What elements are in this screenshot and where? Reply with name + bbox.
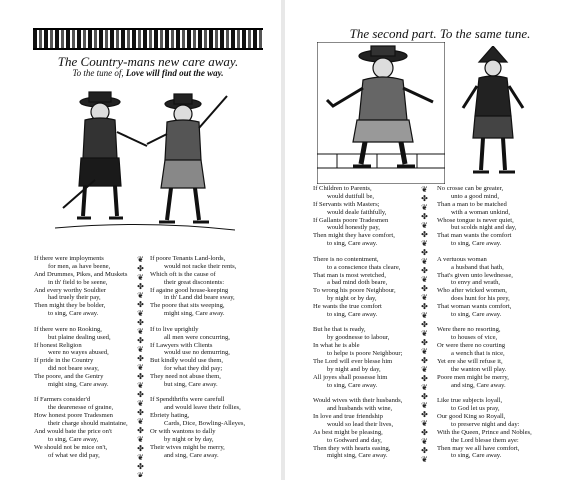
verse-line: To wrong his poore Neighbour, — [313, 287, 396, 295]
verse-line: and sing, Care away. — [451, 381, 506, 389]
verse-line: They need not abuse them, — [150, 373, 221, 381]
left-column-1 — [34, 255, 129, 467]
verse-line: If Servants with Masters; — [313, 200, 380, 208]
verse-line: a bad mind doth beare, — [327, 279, 388, 287]
left-column-2 — [150, 255, 262, 467]
verse-line: to a conscience thats cleare, — [327, 263, 401, 271]
verse-line: but plaine dealing used, — [48, 333, 111, 341]
verse-line: Then might they be bolder, — [34, 302, 106, 310]
stanza — [34, 326, 129, 389]
verse-line: Cards, Dice, Bowling-Alleyes, — [164, 420, 246, 428]
verse-line: If honest Religion — [34, 341, 82, 349]
verse-line: to sing, Care away. — [327, 381, 378, 389]
verse-line: the wanton will play. — [451, 365, 507, 373]
verse-line: but sing, Care away. — [164, 380, 218, 388]
verse-line: by night or by day, — [327, 295, 377, 303]
verse-line: and sing, Care away. — [164, 451, 219, 459]
stanza — [313, 326, 411, 389]
ornament-column: ❦ ✤ ❦ ✤ ❦ ✤ ❦ ✤ ❦ ✤ ❦ ✤ ❦ ✤ ❦ ✤ ❦ ✤ ❦ ✤ ❦ ✤ ❦ ✤ ❦ ✤ ❦ ✤ ❦ ✤ ❦ — [421, 185, 428, 464]
verse-line: to sing, Care away. — [327, 310, 378, 318]
verse-line: in th' Land did beare sway, — [164, 294, 235, 302]
verse-line: That's given unto lewdnesse, — [437, 271, 513, 279]
verse-line: of what we did pay, — [48, 451, 100, 459]
verse-line: by goodnesse to labour, — [327, 334, 390, 342]
verse-line: for men, as have beene, — [48, 262, 111, 270]
verse-line: would deale faithfully, — [327, 208, 387, 216]
verse-line: If againe good house-keeping — [150, 286, 229, 294]
verse-line: Whose tongue is never quiet, — [437, 216, 514, 224]
stanza — [34, 255, 129, 318]
verse-line: for what they did pay; — [164, 365, 223, 373]
verse-line: With the Queen, Prince and Nobles, — [437, 428, 532, 436]
verse-line: And would bate the price on't — [34, 428, 112, 435]
second-part-title: The second part. To the same tune. — [349, 26, 531, 41]
verse-line: to helpe is poore Neighbour; — [327, 350, 403, 358]
verse-line: might sing, Care away. — [164, 310, 225, 318]
verse-line: in th' field to be seene, — [48, 278, 108, 286]
stanza — [313, 185, 411, 248]
verse-line: And Drummes, Pikes, and Muskets — [34, 270, 128, 278]
verse-line: to houses of vice, — [451, 334, 498, 342]
verse-line: The Lord will ever blesse him — [313, 358, 393, 365]
verse-line: That man is most wretched, — [313, 271, 387, 279]
verse-line: If pride in the Country — [34, 357, 94, 365]
verse-line: The poore, and the Gentry — [34, 373, 104, 381]
verse-line: to Godward and day, — [327, 436, 382, 444]
verse-line: would so lead their lives, — [327, 420, 394, 428]
verse-line: If poore Tenants Land-lords, — [150, 255, 226, 262]
verse-line: How honest poore Tradesmen — [34, 412, 113, 420]
verse-line: If to live uprightly — [150, 325, 199, 333]
verse-line: to envy and wrath, — [451, 279, 501, 287]
verse-line: There is no contentment, — [313, 255, 379, 263]
right-column-1 — [313, 185, 411, 468]
verse-line: That man wants the comfort — [437, 232, 512, 240]
verse-line: A vertuous woman — [437, 255, 487, 263]
verse-line: If Farmers consider'd — [34, 396, 91, 404]
verse-line: All joyes shall possesse him — [313, 373, 388, 381]
verse-line: But kindly would use them, — [150, 357, 224, 365]
verse-line: would dutifull be, — [327, 192, 375, 200]
verse-line: Then might they have comfort, — [313, 232, 395, 240]
stanza — [150, 326, 262, 389]
verse-line: Were there no resorting, — [437, 326, 501, 334]
verse-line: Which oft is the cause of — [150, 270, 216, 278]
stanza — [437, 326, 547, 389]
verse-line: a wench that is nice, — [451, 350, 505, 358]
verse-line: would honestly pay, — [327, 224, 380, 232]
verse-line: with a woman unkind, — [451, 208, 510, 216]
verse-line: to God let us pray, — [451, 405, 500, 413]
verse-line: Poore men might be merry, — [437, 373, 509, 381]
verse-line: Yet ere she will refuse it, — [437, 358, 503, 365]
tune-name: Love will find out the way. — [125, 68, 224, 78]
verse-line: the dearenesse of graine, — [48, 404, 114, 412]
verse-line: to sing, Care away. — [327, 240, 378, 248]
verse-line: but scolds night and day, — [451, 224, 517, 232]
verse-line: all men were concurring, — [164, 333, 230, 341]
verse-line: If Children to Parents, — [313, 185, 372, 192]
verse-line: Or with wantons to dally — [150, 428, 216, 435]
verse-line: Like true subjects loyall, — [437, 397, 503, 405]
verse-line: and would leave their follies, — [164, 404, 241, 412]
ornament-column: ❦ ✤ ❦ ✤ ❦ ✤ ❦ ✤ ❦ ✤ ❦ ✤ ❦ ✤ ❦ ✤ ❦ ✤ ❦ ✤ ❦ ✤ ❦ ✤ ❦ — [137, 255, 144, 477]
verse-line: would use no demurring, — [164, 349, 230, 357]
verse-line: to sing, Care away. — [451, 240, 502, 248]
verse-line: by night or by day, — [164, 435, 214, 443]
decorative-border — [33, 28, 263, 50]
verse-line: He wants the true comfort — [313, 303, 382, 311]
verse-line: Ebriety hating, — [150, 412, 190, 420]
stanza — [437, 256, 547, 319]
verse-line: had truely their pay, — [48, 294, 101, 302]
verse-line: to sing, Care away. — [48, 310, 99, 318]
verse-line: their great discontents: — [164, 278, 225, 286]
verse-line: Their wives might be merry, — [150, 443, 225, 451]
verse-line: We should not be mice on't, — [34, 443, 108, 451]
tune-line — [33, 68, 263, 78]
verse-line: If Lawyers with Clients — [150, 341, 213, 349]
verse-line: No crosse can be greater, — [437, 185, 504, 192]
verse-line: Would wives with their husbands, — [313, 397, 403, 405]
verse-line: the Lord blesse them aye: — [451, 436, 519, 444]
tune-prefix: To the tune of, — [72, 68, 124, 78]
right-column-2 — [437, 185, 547, 468]
ballad-title: The Country-mans new care away. — [57, 54, 239, 69]
verse-line: As best might be pleasing, — [313, 428, 383, 436]
verse-line: The poore that sits weeping, — [150, 302, 225, 310]
stanza — [150, 255, 262, 318]
verse-line: were no wayes abused, — [48, 349, 109, 357]
verse-line: Then may we all have comfort, — [437, 444, 520, 452]
verse-line: to sing, Care away. — [451, 310, 502, 318]
stanza — [313, 256, 411, 319]
stanza — [437, 185, 547, 248]
verse-line: by night and by day, — [327, 365, 381, 373]
verse-line: If there were no Rooking, — [34, 325, 102, 333]
verse-line: their charge should maintaine, — [48, 420, 128, 428]
woodcut-two-men — [55, 88, 235, 243]
right-page — [285, 0, 566, 480]
verse-line: Than a man to be matched — [437, 200, 507, 208]
verse-line: does hunt for his prey, — [451, 295, 510, 303]
verse-line: and husbands with wine, — [327, 405, 393, 413]
stanza — [437, 397, 547, 460]
verse-line: might sing, Care away. — [327, 452, 388, 460]
verse-line: If Spendthrifts were carefull — [150, 396, 225, 404]
verse-line: That woman wants comfort, — [437, 303, 512, 311]
verse-line: might sing, Care away. — [48, 380, 109, 388]
stanza — [150, 396, 262, 459]
verse-line: If Gallants poore Tradesmen — [313, 216, 389, 224]
verse-line: to preserve night and day: — [451, 420, 520, 428]
verse-line: And every worthy Souldier — [34, 286, 106, 294]
verse-line: to sing, Care away, — [48, 435, 99, 443]
verse-line: Who after wicked women, — [437, 287, 507, 295]
left-page — [0, 0, 281, 480]
verse-line: a husband that hath, — [451, 263, 504, 271]
verse-line: Then they with hearts easing, — [313, 444, 391, 452]
verse-line: would not racke their rents, — [164, 262, 237, 270]
woodcut-standing-figure — [453, 46, 533, 184]
stanza — [34, 396, 129, 459]
woodcut-man-gesturing — [317, 42, 445, 184]
verse-line: to sing, Care away. — [451, 452, 502, 460]
stanza — [313, 397, 411, 460]
verse-line: But he that is ready, — [313, 326, 366, 334]
verse-line: unto a good mind, — [451, 192, 499, 200]
verse-line: Our good King so Royall, — [437, 412, 506, 420]
verse-line: Or were there no courting — [437, 342, 506, 350]
verse-line: did not beare sway, — [48, 365, 99, 373]
verse-line: In love and true friendship — [313, 412, 383, 420]
verse-line: If there were imployments — [34, 255, 104, 262]
verse-line: In what he is able — [313, 342, 360, 350]
